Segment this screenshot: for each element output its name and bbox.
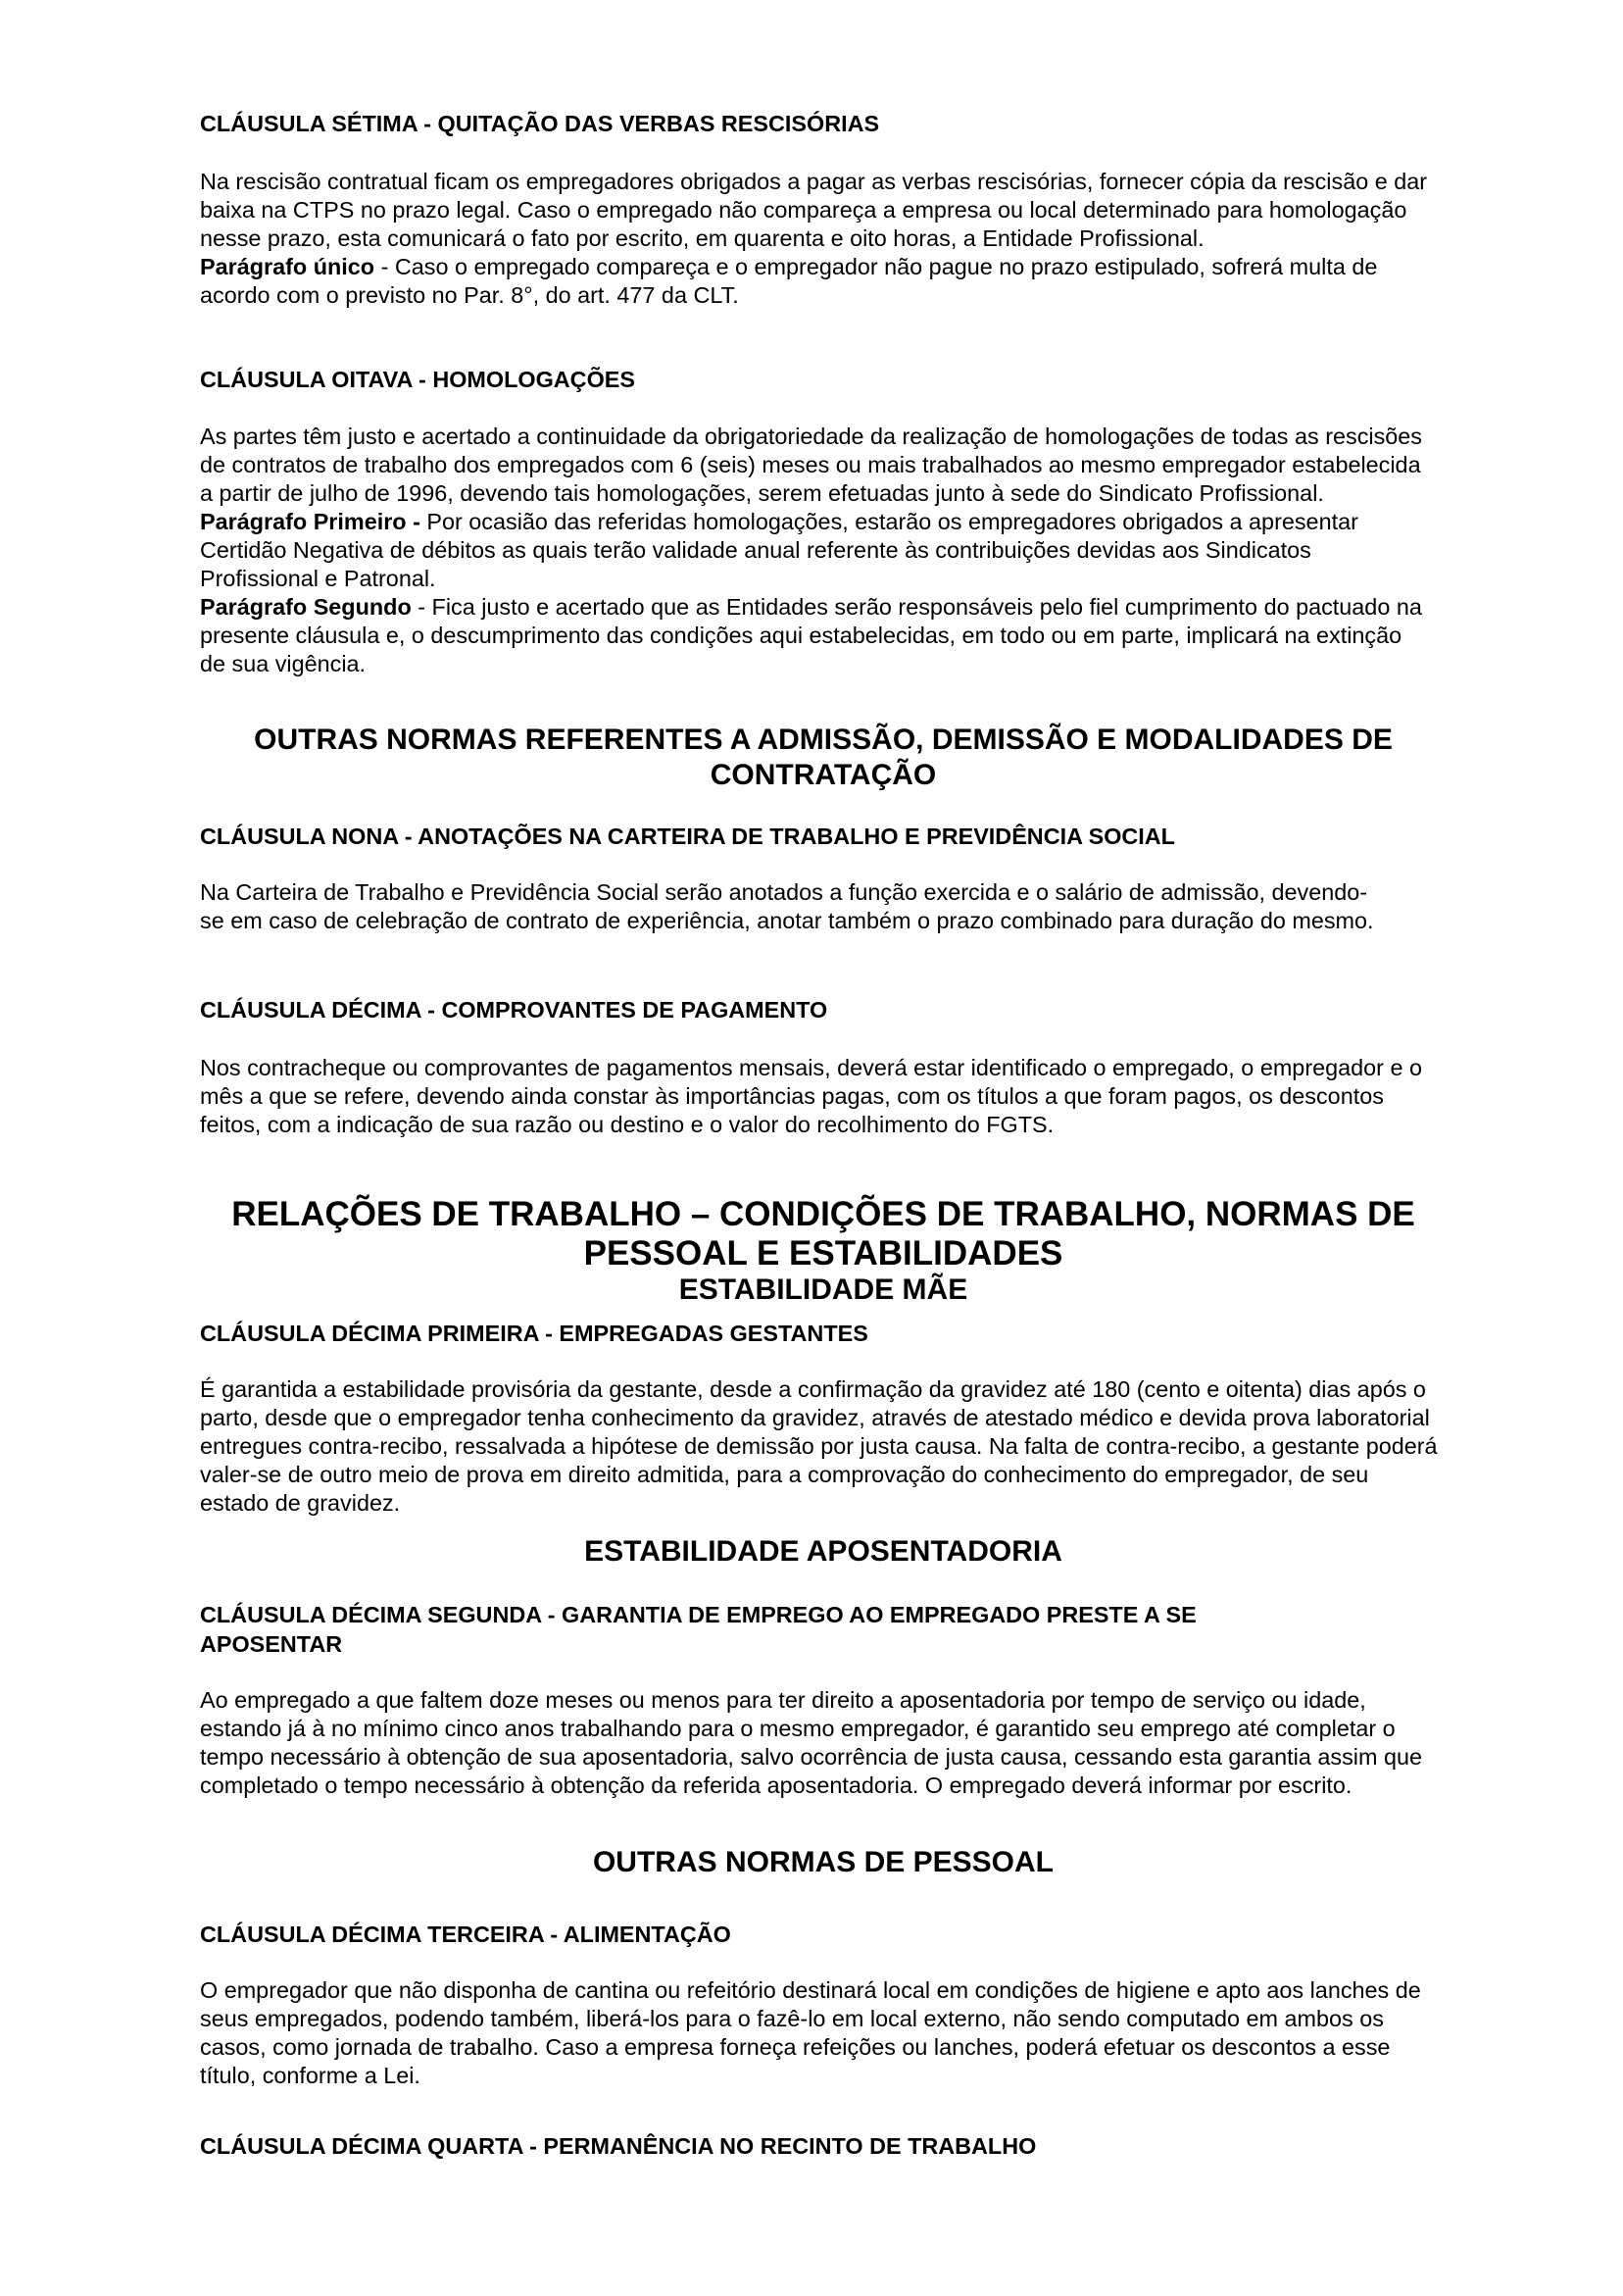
paragrafo-primeiro-label: Parágrafo Primeiro - — [200, 509, 420, 534]
clause-7-text: Na rescisão contratual ficam os empregadores obrigados a pagar as verbas rescisórias, fornecer cópia da rescisão e dar baixa na CTPS no prazo legal. Caso o empregado não compareça a empresa ou local determinado para homologação nesse prazo, esta comunicará o fato por escrito, em quarenta e oito horas, a Entidade Profissional. — [200, 169, 1428, 251]
clause-11-text: É garantida a estabilidade provisória da gestante, desde a confirmação da gravidez até 180 (cento e oitenta) dias após o parto, desde que o empregador tenha conhecimento da gravidez, através de atestado médico e devida prova laboratorial entregues contra-recibo, ressalvada a hipótese de demissão por justa causa. Na falta de contra-recibo, a gestante poderá valer-se de outro meio de prova em direito admitida, para a comprovação do conhecimento do empregador, de seu estado de gravidez. — [200, 1376, 1438, 1516]
clause-7-body — [200, 168, 1441, 310]
clause-12-title-line2: APOSENTAR — [200, 1631, 343, 1657]
section-relacoes-line2: PESSOAL E ESTABILIDADES — [583, 1234, 1063, 1273]
clause-13-text: O empregador que não disponha de cantina ou refeitório destinará local em condições de higiene e apto aos lanches de seus empregados, podendo também, liberá-los para o fazê-lo em local externo, não sendo computado em ambos os casos, como jornada de trabalho. Caso a empresa forneça refeições ou lanches, poderá efetuar os descontos a esse título, conforme a Lei. — [200, 1977, 1421, 2088]
clause-12-title-line1: CLÁUSULA DÉCIMA SEGUNDA - GARANTIA DE EMPREGO AO EMPREGADO PRESTE A SE — [200, 1602, 1197, 1627]
clause-8-title: CLÁUSULA OITAVA - HOMOLOGAÇÕES — [200, 367, 635, 392]
paragrafo-unico-label: Parágrafo único — [200, 254, 375, 279]
paragrafo-segundo-text: - Fica justo e acertado que as Entidades serão responsáveis pelo fiel cumprimento do pactuado na presente cláusula e, o descumprimento das condições aqui estabelecidas, em todo ou em parte, implicará na extinção de sua vigência. — [200, 594, 1422, 676]
section-title-line1: OUTRAS NORMAS REFERENTES A ADMISSÃO, DEMISSÃO E MODALIDADES DE — [254, 724, 1393, 756]
clause-11-body — [200, 1375, 1443, 1518]
paragrafo-segundo-label: Parágrafo Segundo — [200, 594, 412, 620]
section-title-line2: CONTRATAÇÃO — [710, 759, 937, 791]
clause-10-body — [200, 1054, 1443, 1139]
section-outras-normas-admissao — [200, 723, 1447, 793]
clause-9-title: CLÁUSULA NONA - ANOTAÇÕES NA CARTEIRA DE TRABALHO E PREVIDÊNCIA SOCIAL — [200, 824, 1175, 849]
clause-9-line1: Na Carteira de Trabalho e Previdência Social serão anotados a função exercida e o salário de admissão, devendo- — [200, 879, 1368, 905]
clause-13-body — [200, 1976, 1440, 2090]
clause-10-text: Nos contracheque ou comprovantes de pagamentos mensais, deverá estar identificado o empregado, o empregador e o mês a que se refere, devendo ainda constar às importâncias pagas, com os títulos a que foram pagos, os descontos feitos, com a indicação de sua razão ou destino e o valor do recolhimento do FGTS. — [200, 1055, 1422, 1137]
clause-9-body — [200, 878, 1447, 935]
clause-8-paragrafo-primeiro — [200, 508, 1430, 593]
clause-11-title: CLÁUSULA DÉCIMA PRIMEIRA - EMPREGADAS GESTANTES — [200, 1321, 868, 1346]
section-relacoes-de-trabalho — [200, 1195, 1447, 1307]
clause-12-body — [200, 1686, 1443, 1800]
clause-12-text: Ao empregado a que faltem doze meses ou menos para ter direito a aposentadoria por tempo de serviço ou idade, estando já à no mínimo cinco anos trabalhando para o mesmo empregador, é garantido seu emprego até completar o tempo necessário à obtenção de sua aposentadoria, salvo ocorrência de justa causa, cessando esta garantia assim que completado o tempo necessário à obtenção da referida aposentadoria. O empregado deverá informar por escrito. — [200, 1687, 1422, 1798]
clause-10-title: CLÁUSULA DÉCIMA - COMPROVANTES DE PAGAMENTO — [200, 997, 828, 1023]
clause-7-title: CLÁUSULA SÉTIMA - QUITAÇÃO DAS VERBAS RESCISÓRIAS — [200, 111, 880, 136]
section-outras-normas-pessoal: OUTRAS NORMAS DE PESSOAL — [592, 1846, 1055, 1878]
clause-14-title: CLÁUSULA DÉCIMA QUARTA - PERMANÊNCIA NO RECINTO DE TRABALHO — [200, 2133, 1037, 2159]
paragrafo-unico-text: - Caso o empregado compareça e o empregador não pague no prazo estipulado, sofrerá multa de acordo com o previsto no Par. 8°, do art. 477 da CLT. — [200, 254, 1378, 308]
clause-8-text: As partes têm justo e acertado a continuidade da obrigatoriedade da realização de homologações de todas as rescisões de contratos de trabalho dos empregados com 6 (seis) meses ou mais trabalhados ao mesmo empregador estabelecida a partir de julho de 1996, devendo tais homologações, serem efetuadas junto à sede do Sindicato Profissional. — [200, 424, 1422, 506]
clause-7-paragrafo-unico — [200, 253, 1441, 310]
section-relacoes-line1: RELAÇÕES DE TRABALHO – CONDIÇÕES DE TRABALHO, NORMAS DE — [231, 1195, 1415, 1233]
clause-13-title: CLÁUSULA DÉCIMA TERCEIRA - ALIMENTAÇÃO — [200, 1922, 731, 1947]
section-estabilidade-aposentadoria: ESTABILIDADE APOSENTADORIA — [584, 1535, 1062, 1568]
clause-8-body — [200, 423, 1430, 678]
clause-8-paragrafo-segundo — [200, 593, 1430, 678]
paragrafo-primeiro-text: Por ocasião das referidas homologações, estarão os empregadores obrigados a apresentar Certidão Negativa de débitos as quais terão validade anual referente às contribuições devidas aos Sindicatos Profissional e Patronal. — [200, 509, 1358, 591]
subsection-estabilidade-mae: ESTABILIDADE MÃE — [678, 1273, 968, 1306]
clause-12-title — [200, 1600, 1447, 1659]
clause-9-line2: se em caso de celebração de contrato de experiência, anotar também o prazo combinado para duração do mesmo. — [200, 908, 1374, 933]
